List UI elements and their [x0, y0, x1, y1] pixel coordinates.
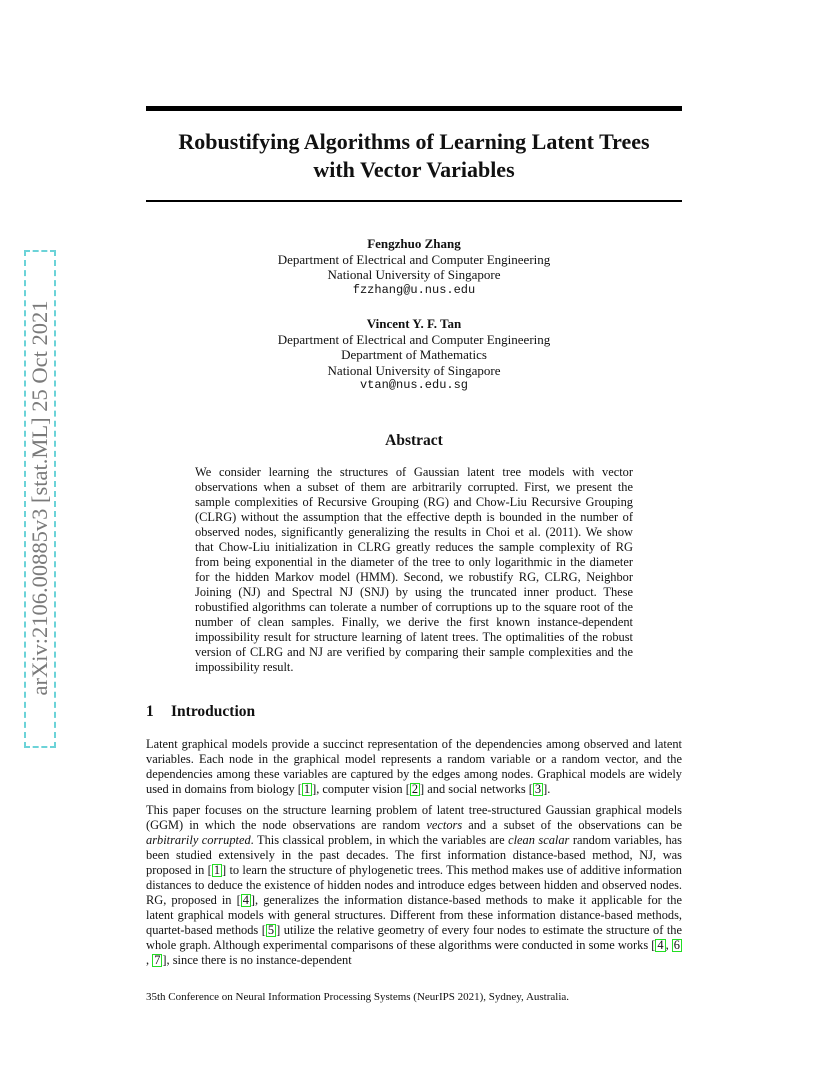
abstract-heading: Abstract — [385, 432, 443, 449]
author-block — [146, 236, 682, 412]
emphasis-text: clean scalar — [508, 833, 570, 847]
text-run: random variables, has been studied extensively in the past decades. The first information distance-based method, NJ, was proposed in [ — [146, 833, 682, 877]
title-top-rule — [146, 106, 682, 111]
text-run: ] and social networks [ — [420, 782, 533, 796]
section-number: 1 — [146, 703, 154, 720]
text-run: This paper focuses on the structure learning problem of latent tree-structured Gaussian graphical models (GGM) in which the node observations are random — [146, 803, 682, 832]
citation-link[interactable]: 6 — [673, 938, 680, 952]
text-run: . This classical problem, in which the variables are — [250, 833, 509, 847]
citation-link[interactable]: 2 — [411, 782, 419, 796]
text-run: ], generalizes the information distance-based methods to make it applicable for the latent graphical models with general structures. Different from these information distance-based methods, quartet-based methods [ — [146, 893, 682, 937]
author-2-email[interactable]: vtan@nus.edu.sg — [359, 378, 469, 392]
text-run: ], since there is no instance-dependent — [162, 953, 352, 967]
conference-footer: 35th Conference on Neural Information Processing Systems (NeurIPS 2021), Sydney, Australia. — [146, 991, 570, 1003]
intro-body — [146, 737, 682, 974]
author-1-affiliation-1: Department of Electrical and Computer Engineering — [277, 251, 551, 267]
text-run: and a subset of the observations can be — [462, 818, 682, 832]
intro-paragraph-2 — [146, 803, 682, 968]
text-run: ] to learn the structure of phylogenetic trees. This method makes use of additive information distances to deduce the existence of hidden nodes and introduce edges between hidden and observed nodes. RG, proposed in [ — [146, 863, 683, 907]
author-2-affiliation-1: Department of Electrical and Computer Engineering — [277, 331, 551, 347]
citation-link[interactable]: 1 — [213, 863, 221, 877]
text-run: ], computer vision [ — [312, 782, 410, 796]
author-2 — [146, 316, 682, 394]
citation-link[interactable]: 3 — [534, 782, 542, 796]
section-title: Introduction — [171, 703, 256, 720]
author-1-affiliation-2: National University of Singapore — [327, 267, 501, 282]
citation-link[interactable]: 5 — [267, 923, 275, 937]
text-run: ]. — [543, 782, 551, 796]
abstract-text: We consider learning the structures of Gaussian latent tree models with vector observations when a subset of them are arbitrarily corrupted. First, we present the sample complexities of Recursive Grouping (RG) and Chow-Liu Recursive Grouping (CLRG) without the assumption that the effective depth is bounded in the number of observed nodes, significantly generalizing the results in Choi et al. (2011). We show that Chow-Liu initialization in CLRG greatly reduces the sample complexity of RG from being exponential in the diameter of the tree to only logarithmic in the diameter for the hidden Markov model (HMM). Second, we robustify RG, CLRG, Neighbor Joining (NJ) and Spectral NJ (SNJ) by using the truncated inner product. These robustified algorithms can tolerate a number of corruptions up to the square root of the number of clean samples. Finally, we derive the first known instance-dependent impossibility result for structure learning of latent trees. The optimalities of the robust version of CLRG and NJ are verified by comparing their sample complexities and the impossibility result. — [195, 465, 633, 674]
author-1-name: Fengzhuo Zhang — [367, 236, 461, 251]
author-1-email[interactable]: fzzhang@u.nus.edu — [352, 282, 476, 297]
author-2-affiliation-3: National University of Singapore — [327, 362, 501, 378]
author-1 — [146, 236, 682, 298]
emphasis-text: arbitrarily corrupted — [146, 833, 251, 847]
citation-link[interactable]: 1 — [303, 782, 311, 796]
citation-link[interactable]: 7 — [154, 953, 161, 967]
intro-paragraph-1 — [146, 737, 682, 797]
text-run: , — [665, 938, 672, 952]
text-run: Latent graphical models provide a succinct representation of the dependencies among observed and latent variables. Each node in the graphical model represents a random variable or a random vector, and the dependencies among these variables are captured by the edges among nodes. Graphical models are widely used in domains from biology [ — [146, 737, 682, 796]
title-line-2: with Vector Variables — [313, 157, 515, 182]
title-bottom-rule — [146, 200, 682, 202]
text-run: , — [146, 953, 153, 967]
arxiv-identifier[interactable]: arXiv:2106.00885v3 [stat.ML] 25 Oct 2021 — [27, 300, 52, 696]
citation-link[interactable]: 4 — [242, 893, 249, 907]
citation-link[interactable]: 4 — [657, 938, 664, 952]
text-run: ] utilize the relative geometry of every four nodes to estimate the structure of the whole graph. Although experimental comparisons of these algorithms were conducted in some works [ — [146, 923, 682, 952]
section-heading — [146, 703, 255, 721]
emphasis-text: vectors — [426, 818, 463, 832]
paper-title — [146, 128, 682, 184]
title-line-1: Robustifying Algorithms of Learning Latent Trees — [178, 129, 650, 154]
author-2-name: Vincent Y. F. Tan — [366, 316, 462, 331]
author-2-affiliation-2: Department of Mathematics — [341, 347, 487, 362]
